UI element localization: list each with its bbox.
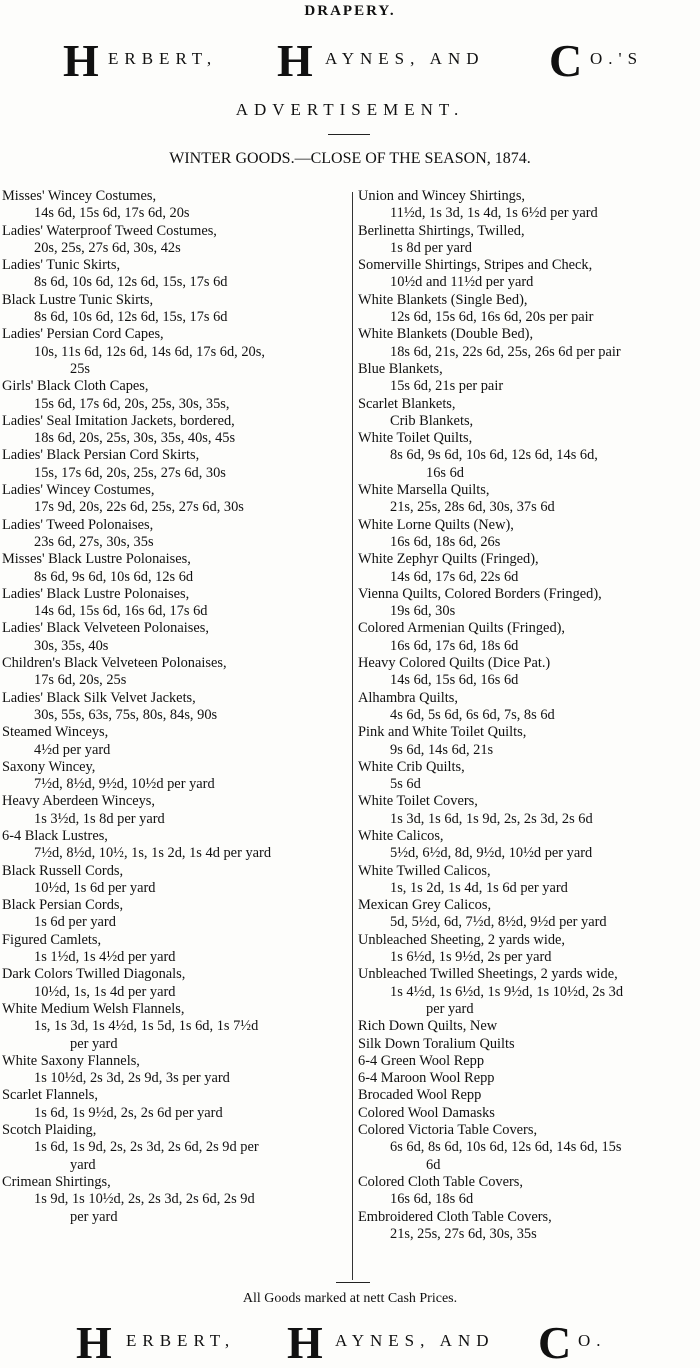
item-prices bbox=[2, 811, 352, 828]
item-prices bbox=[358, 344, 700, 361]
item-prices bbox=[358, 638, 700, 655]
price-line: 1s 3½d, 1s 8d per yard bbox=[34, 810, 165, 827]
price-list-item bbox=[358, 1070, 700, 1087]
price-list-item bbox=[358, 1087, 700, 1104]
item-prices bbox=[2, 499, 352, 516]
price-line: 1s 6d, 1s 9½d, 2s, 2s 6d per yard bbox=[34, 1104, 223, 1121]
price-line: 1s 3d, 1s 6d, 1s 9d, 2s, 2s 3d, 2s 6d bbox=[390, 810, 593, 827]
item-name: Black Russell Cords, bbox=[2, 862, 124, 879]
item-prices bbox=[358, 1191, 700, 1208]
price-list-item bbox=[2, 620, 352, 655]
price-line: 14s 6d, 15s 6d, 16s 6d, 17s 6d bbox=[34, 603, 208, 620]
price-list-item bbox=[2, 326, 352, 378]
price-line: 14s 6d, 15s 6d, 17s 6d, 20s bbox=[34, 205, 190, 222]
price-list-item bbox=[2, 1087, 352, 1122]
item-prices bbox=[358, 880, 700, 897]
item-name: White Toilet Quilts, bbox=[358, 430, 473, 447]
price-line: 1s 8d per yard bbox=[390, 239, 472, 256]
price-list-item bbox=[358, 1209, 700, 1244]
item-name: Ladies' Wincey Costumes, bbox=[2, 482, 155, 499]
item-name: Black Lustre Tunic Skirts, bbox=[2, 291, 154, 308]
price-list-item bbox=[358, 828, 700, 863]
price-list-item bbox=[358, 690, 700, 725]
item-name: Misses' Black Lustre Polonaises, bbox=[2, 551, 191, 568]
item-name: Ladies' Waterproof Tweed Costumes, bbox=[2, 222, 217, 239]
item-prices bbox=[358, 274, 700, 291]
price-list-item bbox=[2, 724, 352, 759]
item-name: Ladies' Black Velveteen Polonaises, bbox=[2, 620, 209, 637]
item-name: Ladies' Seal Imitation Jackets, bordered, bbox=[2, 412, 235, 429]
item-name: 6-4 Black Lustres, bbox=[2, 827, 108, 844]
price-line: 8s 6d, 9s 6d, 10s 6d, 12s 6d, 14s 6d, bbox=[390, 447, 598, 464]
right-column bbox=[358, 188, 700, 1243]
item-name: White Blankets (Single Bed), bbox=[358, 291, 528, 308]
price-list-item bbox=[2, 551, 352, 586]
item-prices bbox=[358, 1139, 700, 1174]
price-line: 8s 6d, 10s 6d, 12s 6d, 15s, 17s 6d bbox=[34, 309, 228, 326]
firm-word-haynes-and: AYNES, AND bbox=[325, 49, 485, 68]
price-line: 12s 6d, 15s 6d, 16s 6d, 20s per pair bbox=[390, 309, 594, 326]
item-name: White Medium Welsh Flannels, bbox=[2, 1000, 185, 1017]
item-name: Crib Blankets, bbox=[390, 412, 474, 429]
item-name: White Saxony Flannels, bbox=[2, 1052, 140, 1069]
price-line: 30s, 35s, 40s bbox=[34, 637, 109, 654]
item-prices bbox=[2, 707, 352, 724]
price-line-continued: 6d bbox=[426, 1156, 441, 1173]
price-list-item bbox=[358, 1018, 700, 1035]
footer-rule bbox=[336, 1282, 370, 1283]
price-line: 7½d, 8½d, 10½, 1s, 1s 2d, 1s 4d per yard bbox=[34, 845, 272, 862]
item-name: Ladies' Tweed Polonaises, bbox=[2, 516, 154, 533]
item-prices bbox=[358, 707, 700, 724]
price-line: 14s 6d, 17s 6d, 22s 6d bbox=[390, 568, 519, 585]
price-line: 1s 6d per yard bbox=[34, 914, 116, 931]
price-list-item bbox=[2, 188, 352, 223]
item-name: White Lorne Quilts (New), bbox=[358, 516, 514, 533]
item-prices bbox=[358, 845, 700, 862]
item-prices bbox=[2, 309, 352, 326]
item-name: Girls' Black Cloth Capes, bbox=[2, 378, 149, 395]
price-list-item bbox=[358, 793, 700, 828]
item-prices bbox=[2, 1105, 352, 1122]
item-prices bbox=[358, 914, 700, 931]
price-line: 8s 6d, 10s 6d, 12s 6d, 15s, 17s 6d bbox=[34, 274, 228, 291]
price-line: 7½d, 8½d, 9½d, 10½d per yard bbox=[34, 776, 215, 793]
item-name: Scarlet Flannels, bbox=[2, 1087, 98, 1104]
item-name: Figured Camlets, bbox=[2, 931, 102, 948]
price-list-item bbox=[2, 586, 352, 621]
item-name: White Twilled Calicos, bbox=[358, 862, 491, 879]
price-list-item bbox=[358, 1122, 700, 1174]
item-prices bbox=[358, 949, 700, 966]
item-name: Ladies' Persian Cord Capes, bbox=[2, 326, 164, 343]
item-prices bbox=[358, 603, 700, 620]
item-prices bbox=[2, 274, 352, 291]
price-line: 1s 4½d, 1s 6½d, 1s 9½d, 1s 10½d, 2s 3d bbox=[390, 983, 624, 1000]
price-list-item bbox=[2, 655, 352, 690]
price-line: 10½d, 1s 6d per yard bbox=[34, 879, 156, 896]
item-prices bbox=[2, 240, 352, 257]
price-line: 1s 6d, 1s 9d, 2s, 2s 3d, 2s 6d, 2s 9d per bbox=[34, 1139, 259, 1156]
item-name: Unbleached Sheeting, 2 yards wide, bbox=[358, 931, 566, 948]
price-list-item bbox=[2, 863, 352, 898]
footer-initial-h1: H bbox=[76, 1317, 112, 1368]
price-list-item bbox=[2, 413, 352, 448]
price-line: 5d, 5½d, 6d, 7½d, 8½d, 9½d per yard bbox=[390, 914, 607, 931]
price-list-item bbox=[358, 551, 700, 586]
price-line: 1s 6½d, 1s 9½d, 2s per yard bbox=[390, 949, 552, 966]
item-name: White Zephyr Quilts (Fringed), bbox=[358, 551, 539, 568]
item-prices bbox=[358, 447, 700, 482]
price-line: 5s 6d bbox=[390, 776, 421, 793]
price-line: 8s 6d, 9s 6d, 10s 6d, 12s 6d bbox=[34, 568, 194, 585]
price-list-item bbox=[358, 430, 700, 482]
item-prices bbox=[2, 205, 352, 222]
price-list-item bbox=[358, 655, 700, 690]
item-name: Brocaded Wool Repp bbox=[358, 1087, 482, 1104]
price-list-item bbox=[358, 361, 700, 396]
price-list-item bbox=[2, 1122, 352, 1174]
season-line: WINTER GOODS.—CLOSE OF THE SEASON, 1874. bbox=[169, 150, 531, 167]
price-line: 16s 6d, 18s 6d bbox=[390, 1191, 474, 1208]
price-line: 1s 10½d, 2s 3d, 2s 9d, 3s per yard bbox=[34, 1070, 230, 1087]
price-list-item bbox=[358, 586, 700, 621]
item-name: Colored Victoria Table Covers, bbox=[358, 1122, 538, 1139]
price-list-item bbox=[2, 932, 352, 967]
item-name: Mexican Grey Calicos, bbox=[358, 897, 492, 914]
price-line: 1s, 1s 3d, 1s 4½d, 1s 5d, 1s 6d, 1s 7½d bbox=[34, 1018, 259, 1035]
price-line: 15s, 17s 6d, 20s, 25s, 27s 6d, 30s bbox=[34, 464, 226, 481]
price-list-item bbox=[2, 828, 352, 863]
item-prices bbox=[2, 569, 352, 586]
item-prices bbox=[358, 378, 700, 395]
item-prices bbox=[2, 949, 352, 966]
item-name: Ladies' Black Lustre Polonaises, bbox=[2, 585, 190, 602]
firm-word-cos: O.'S bbox=[590, 49, 644, 68]
price-line: 14s 6d, 15s 6d, 16s 6d bbox=[390, 672, 519, 689]
price-line: 18s 6d, 21s, 22s 6d, 25s, 26s 6d per pair bbox=[390, 343, 621, 360]
item-name: Children's Black Velveteen Polonaises, bbox=[2, 655, 227, 672]
item-name: Black Persian Cords, bbox=[2, 897, 124, 914]
price-line: 10s, 11s 6d, 12s 6d, 14s 6d, 17s 6d, 20s, bbox=[34, 343, 265, 360]
price-line-continued: 16s 6d bbox=[426, 464, 464, 481]
item-prices bbox=[358, 569, 700, 586]
price-list-item bbox=[358, 482, 700, 517]
price-list-item bbox=[2, 482, 352, 517]
footer-word-herbert: ERBERT, bbox=[126, 1331, 236, 1350]
price-list-item bbox=[2, 292, 352, 327]
item-prices bbox=[358, 811, 700, 828]
price-line: 10½d and 11½d per yard bbox=[390, 274, 534, 291]
item-prices bbox=[2, 430, 352, 447]
item-prices bbox=[358, 499, 700, 516]
firm-initial-h1: H bbox=[63, 35, 99, 86]
price-list-item bbox=[358, 1105, 700, 1122]
price-list-item bbox=[2, 223, 352, 258]
item-prices bbox=[2, 1070, 352, 1087]
item-prices bbox=[2, 534, 352, 551]
item-name: Union and Wincey Shirtings, bbox=[358, 188, 526, 204]
price-line: 15s 6d, 21s per pair bbox=[390, 378, 504, 395]
footer-initial-h2: H bbox=[287, 1317, 323, 1368]
price-list-item bbox=[2, 1001, 352, 1053]
price-list-item bbox=[358, 413, 700, 430]
price-line: 18s 6d, 20s, 25s, 30s, 35s, 40s, 45s bbox=[34, 430, 236, 447]
item-name: Dark Colors Twilled Diagonals, bbox=[2, 966, 186, 983]
item-prices bbox=[2, 672, 352, 689]
item-prices bbox=[358, 742, 700, 759]
footer-initial-c: C bbox=[538, 1317, 572, 1368]
price-list-item bbox=[358, 897, 700, 932]
item-prices bbox=[2, 603, 352, 620]
price-list-item bbox=[2, 759, 352, 794]
price-list-item bbox=[2, 1053, 352, 1088]
item-name: Colored Armenian Quilts (Fringed), bbox=[358, 620, 566, 637]
price-line: 6s 6d, 8s 6d, 10s 6d, 12s 6d, 14s 6d, 15s bbox=[390, 1139, 622, 1156]
price-line: 1s 9d, 1s 10½d, 2s, 2s 3d, 2s 6d, 2s 9d bbox=[34, 1191, 255, 1208]
price-list-item bbox=[358, 1036, 700, 1053]
price-line: 5½d, 6½d, 8d, 9½d, 10½d per yard bbox=[390, 845, 593, 862]
footer-word-haynes-and: AYNES, AND bbox=[335, 1331, 495, 1350]
item-name: Silk Down Toralium Quilts bbox=[358, 1035, 515, 1052]
price-list-item bbox=[358, 517, 700, 552]
price-line: 15s 6d, 17s 6d, 20s, 25s, 30s, 35s, bbox=[34, 395, 230, 412]
firm-word-herbert: ERBERT, bbox=[108, 49, 218, 68]
price-line: 4½d per yard bbox=[34, 741, 111, 758]
price-list-item bbox=[2, 257, 352, 292]
price-list-item bbox=[358, 1174, 700, 1209]
item-name: Crimean Shirtings, bbox=[2, 1173, 111, 1190]
price-line: 17s 9d, 20s, 22s 6d, 25s, 27s 6d, 30s bbox=[34, 499, 244, 516]
firm-initial-c: C bbox=[549, 35, 583, 86]
item-name: White Toilet Covers, bbox=[358, 793, 478, 810]
item-prices bbox=[2, 984, 352, 1001]
price-list-item bbox=[2, 690, 352, 725]
price-list-item bbox=[2, 378, 352, 413]
price-line-continued: yard bbox=[70, 1156, 96, 1173]
price-list-item bbox=[2, 447, 352, 482]
header-rule bbox=[328, 134, 370, 135]
price-line-continued: 25s bbox=[70, 360, 90, 377]
firm-name-header bbox=[0, 35, 700, 86]
price-line-continued: per yard bbox=[70, 1035, 118, 1052]
price-line-continued: per yard bbox=[426, 1000, 474, 1017]
item-prices bbox=[2, 742, 352, 759]
price-line: 20s, 25s, 27s 6d, 30s, 42s bbox=[34, 239, 181, 256]
item-prices bbox=[2, 344, 352, 379]
item-prices bbox=[358, 205, 700, 222]
item-name: 6-4 Maroon Wool Repp bbox=[358, 1070, 495, 1087]
price-line: 4s 6d, 5s 6d, 6s 6d, 7s, 8s 6d bbox=[390, 706, 555, 723]
item-name: Berlinetta Shirtings, Twilled, bbox=[358, 222, 525, 239]
item-name: Somerville Shirtings, Stripes and Check, bbox=[358, 257, 593, 274]
price-line-continued: per yard bbox=[70, 1208, 118, 1225]
item-name: Heavy Colored Quilts (Dice Pat.) bbox=[358, 655, 551, 672]
price-line: 19s 6d, 30s bbox=[390, 603, 456, 620]
item-prices bbox=[2, 845, 352, 862]
item-name: Blue Blankets, bbox=[358, 360, 443, 377]
price-line: 17s 6d, 20s, 25s bbox=[34, 672, 127, 689]
item-name: White Blankets (Double Bed), bbox=[358, 326, 534, 343]
item-prices bbox=[2, 1018, 352, 1053]
item-prices bbox=[358, 984, 700, 1019]
price-list-item bbox=[358, 863, 700, 898]
item-name: Ladies' Black Persian Cord Skirts, bbox=[2, 447, 200, 464]
price-line: 9s 6d, 14s 6d, 21s bbox=[390, 741, 494, 758]
price-line: 21s, 25s, 27s 6d, 30s, 35s bbox=[390, 1225, 537, 1242]
item-name: Scarlet Blankets, bbox=[358, 395, 456, 412]
price-list-item bbox=[358, 188, 700, 223]
item-name: Heavy Aberdeen Winceys, bbox=[2, 793, 155, 810]
price-list-item bbox=[358, 396, 700, 413]
item-prices bbox=[358, 776, 700, 793]
item-name: Colored Wool Damasks bbox=[358, 1104, 495, 1121]
item-name: Alhambra Quilts, bbox=[358, 689, 458, 706]
price-line: 10½d, 1s, 1s 4d per yard bbox=[34, 983, 176, 1000]
item-name: White Marsella Quilts, bbox=[358, 482, 490, 499]
price-list-item bbox=[358, 759, 700, 794]
item-name: Pink and White Toilet Quilts, bbox=[358, 724, 527, 741]
item-name: Ladies' Black Silk Velvet Jackets, bbox=[2, 689, 196, 706]
price-list-item bbox=[2, 517, 352, 552]
item-name: Embroidered Cloth Table Covers, bbox=[358, 1208, 552, 1225]
price-list-item bbox=[2, 966, 352, 1001]
item-prices bbox=[2, 1139, 352, 1174]
price-line: 16s 6d, 17s 6d, 18s 6d bbox=[390, 637, 519, 654]
price-list-item bbox=[2, 793, 352, 828]
firm-name-footer bbox=[0, 1317, 700, 1368]
column-divider bbox=[352, 192, 353, 1280]
price-list-item bbox=[358, 932, 700, 967]
item-name: Scotch Plaiding, bbox=[2, 1122, 97, 1139]
item-prices bbox=[358, 534, 700, 551]
item-prices bbox=[358, 672, 700, 689]
item-prices bbox=[2, 880, 352, 897]
price-line: 23s 6d, 27s, 30s, 35s bbox=[34, 533, 154, 550]
item-name: Vienna Quilts, Colored Borders (Fringed), bbox=[358, 585, 602, 602]
price-line: 1s, 1s 2d, 1s 4d, 1s 6d per yard bbox=[390, 879, 568, 896]
item-prices bbox=[2, 638, 352, 655]
item-name: Misses' Wincey Costumes, bbox=[2, 188, 157, 204]
price-list-item bbox=[358, 292, 700, 327]
price-line: 1s 1½d, 1s 4½d per yard bbox=[34, 949, 176, 966]
running-head: DRAPERY. bbox=[304, 3, 396, 19]
price-list-item bbox=[358, 326, 700, 361]
footer-word-co: O. bbox=[578, 1331, 607, 1350]
price-list-item bbox=[2, 1174, 352, 1226]
item-name: White Calicos, bbox=[358, 827, 444, 844]
price-line: 16s 6d, 18s 6d, 26s bbox=[390, 533, 501, 550]
item-name: 6-4 Green Wool Repp bbox=[358, 1052, 485, 1069]
price-list-item bbox=[358, 724, 700, 759]
item-prices bbox=[2, 465, 352, 482]
footer-note: All Goods marked at nett Cash Prices. bbox=[242, 1291, 458, 1306]
item-name: Colored Cloth Table Covers, bbox=[358, 1173, 523, 1190]
item-prices bbox=[2, 776, 352, 793]
item-prices bbox=[358, 309, 700, 326]
item-name: Rich Down Quilts, New bbox=[358, 1018, 498, 1035]
price-list-item bbox=[358, 966, 700, 1018]
left-column bbox=[2, 188, 352, 1226]
item-name: Steamed Winceys, bbox=[2, 724, 109, 741]
price-list-item bbox=[358, 223, 700, 258]
price-list-item bbox=[358, 620, 700, 655]
price-list-item bbox=[2, 897, 352, 932]
price-line: 11½d, 1s 3d, 1s 4d, 1s 6½d per yard bbox=[390, 205, 598, 222]
firm-initial-h2: H bbox=[277, 35, 313, 86]
advertisement-heading: ADVERTISEMENT. bbox=[235, 100, 465, 119]
price-list-item bbox=[358, 1053, 700, 1070]
price-line: 30s, 55s, 63s, 75s, 80s, 84s, 90s bbox=[34, 706, 218, 723]
item-name: Ladies' Tunic Skirts, bbox=[2, 257, 121, 274]
item-name: White Crib Quilts, bbox=[358, 758, 465, 775]
item-name: Saxony Wincey, bbox=[2, 758, 96, 775]
item-prices bbox=[358, 1226, 700, 1243]
item-prices bbox=[358, 240, 700, 257]
item-name: Unbleached Twilled Sheetings, 2 yards wide, bbox=[358, 966, 618, 983]
price-line: 21s, 25s, 28s 6d, 30s, 37s 6d bbox=[390, 499, 555, 516]
price-list-item bbox=[358, 257, 700, 292]
item-prices bbox=[2, 1191, 352, 1226]
item-prices bbox=[2, 914, 352, 931]
item-prices bbox=[2, 396, 352, 413]
